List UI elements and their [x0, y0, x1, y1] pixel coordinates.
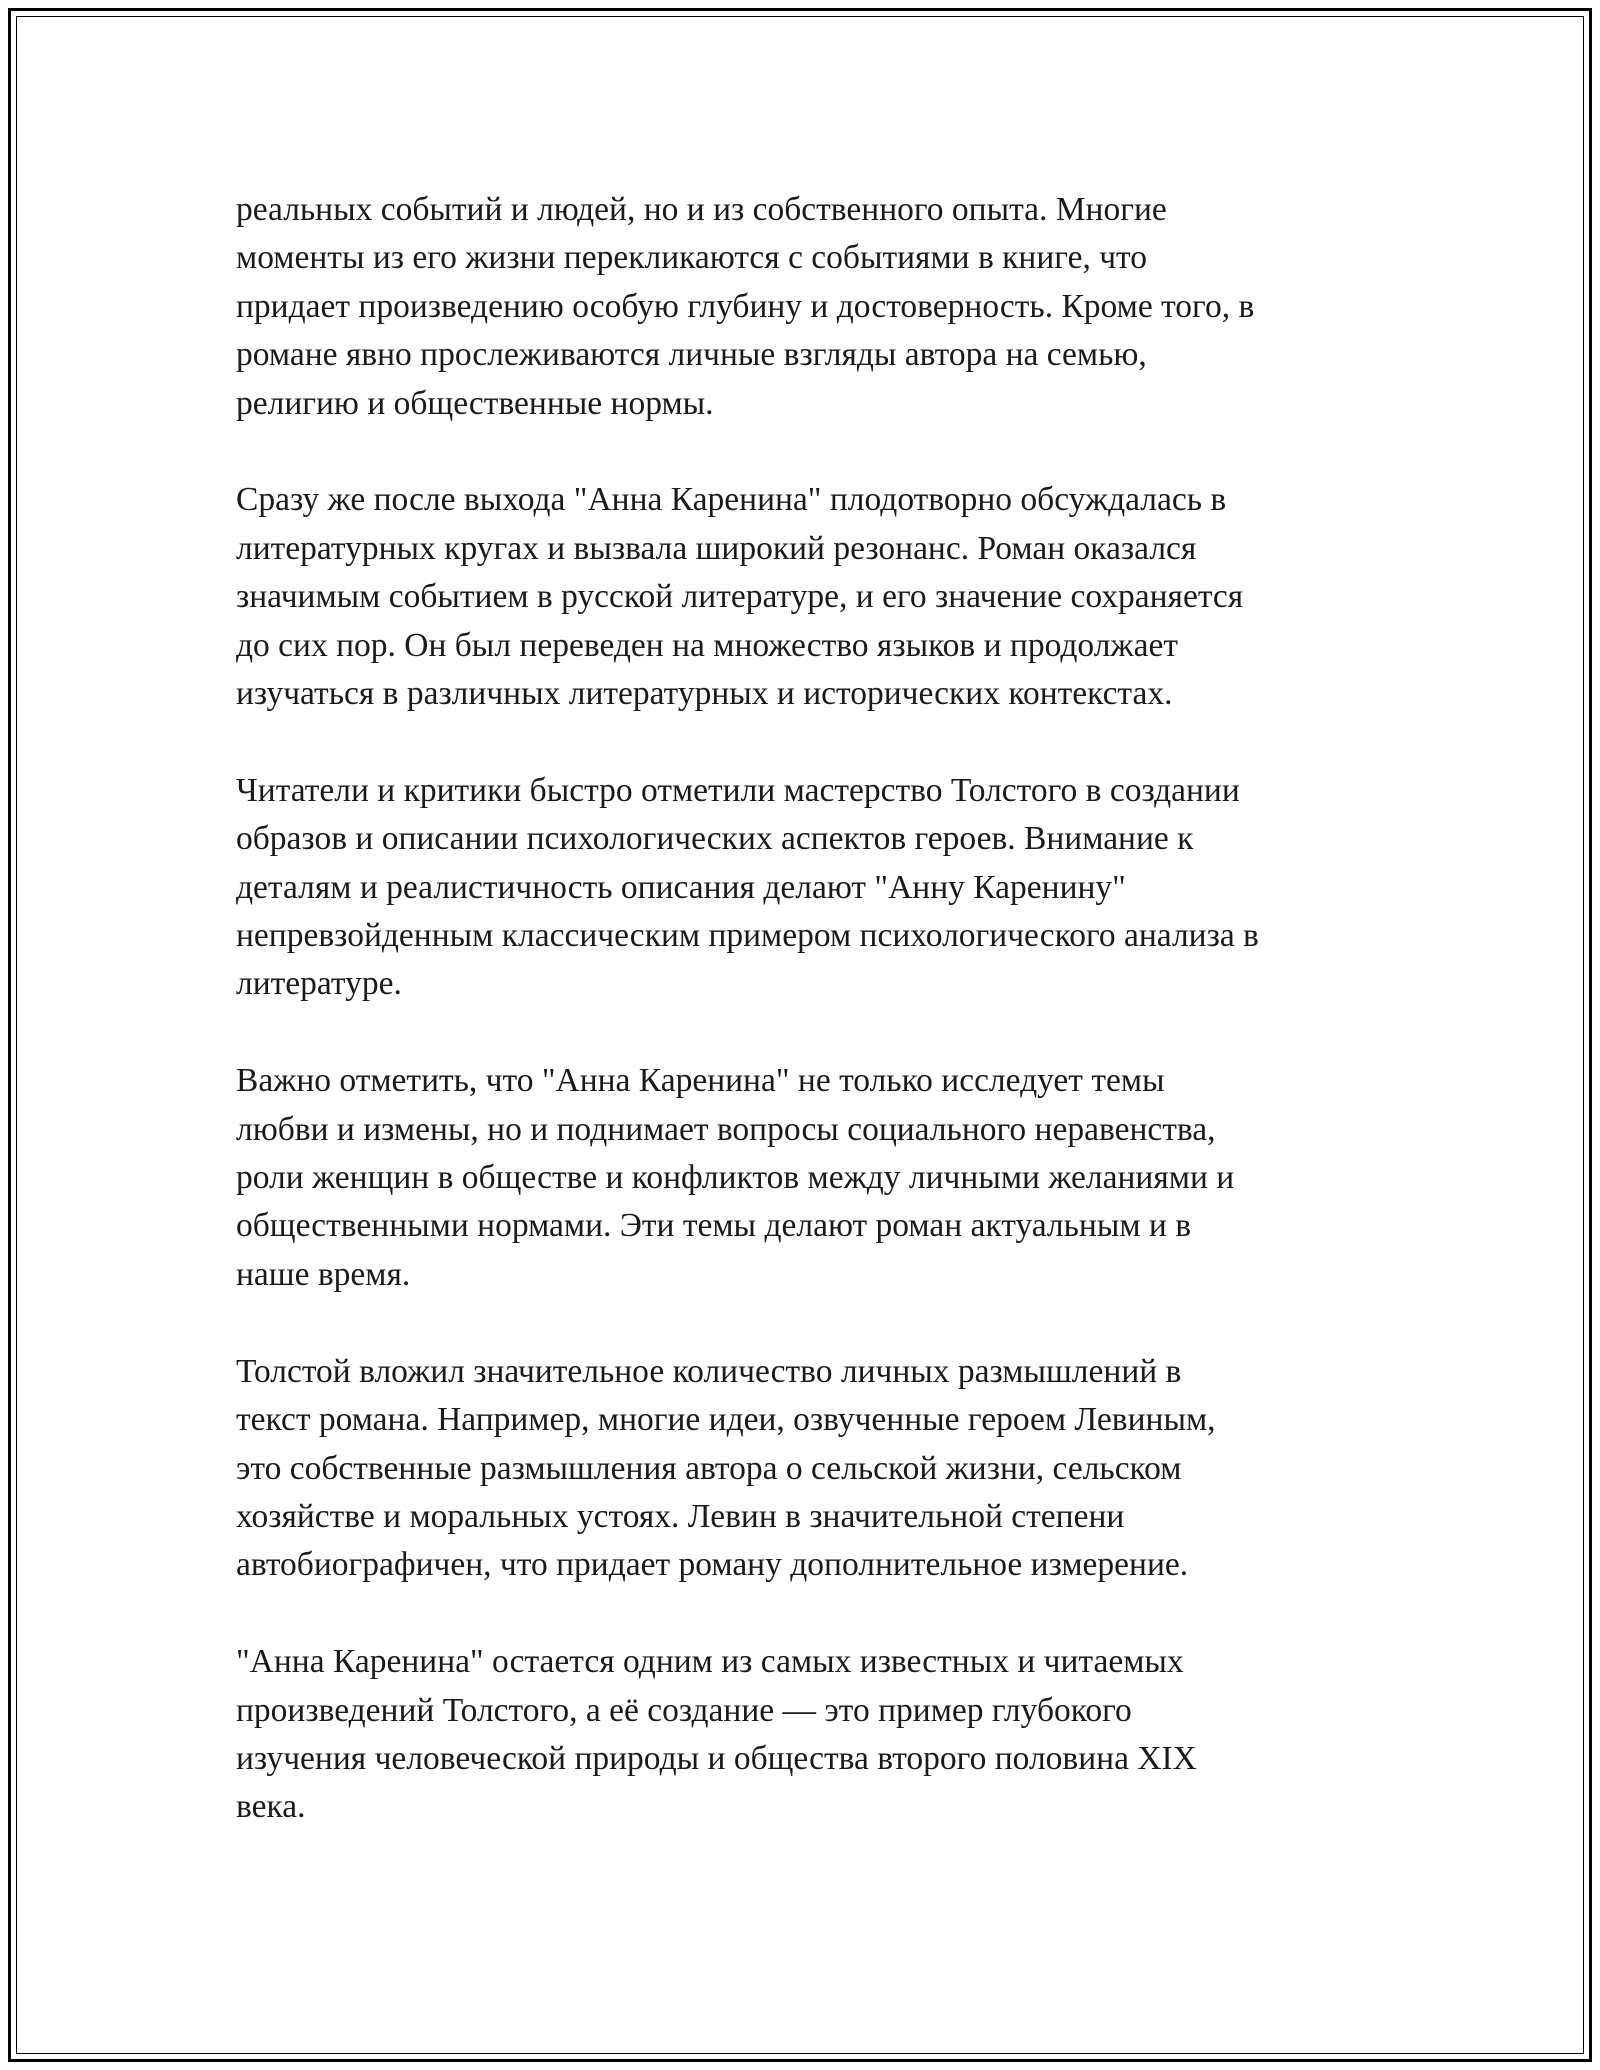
- paragraph-4: Важно отметить, что "Анна Каренина" не только исследует темы любви и измены, но и поднимает вопросы социального неравенства, роли женщин в обществе и конфликтов между личными желаниями и общественными нормами. Эти темы делают роман актуальным и в наше время.: [236, 1062, 1235, 1293]
- paragraph-3: Читатели и критики быстро отметили мастерство Толстого в создании образов и описании психологических аспектов героев. Внимание к деталям и реалистичность описания делают "Анну Каренину" непревзойденным классическим примером психологического анализа в литературе.: [236, 771, 1259, 1003]
- paragraph-1: реальных событий и людей, но и из собственного опыта. Многие моменты из его жизни перекликаются с событиями в книге, что придает произведению особую глубину и достоверность. Кроме того, в романе явно прослеживаются личные взгляды автора на семью, религию и общественные нормы.: [236, 191, 1255, 422]
- paragraph-2: Сразу же после выхода "Анна Каренина" плодотворно обсуждалась в литературных кругах и вызвала широкий резонанс. Роман оказался значимым событием в русской литературе, и его значение сохраняется до сих пор. Он был переведен на множество языков и продолжает изучаться в различных литературных и исторических контекстах.: [236, 481, 1244, 713]
- paragraph-5: Толстой вложил значительное количество личных размышлений в текст романа. Например, многие идеи, озвученные героем Левиным, это собственные размышления автора о сельской жизни, сельском хозяйстве и моральных устоях. Левин в значительной степени автобиографичен, что придает роману дополнительное измерение.: [236, 1352, 1216, 1584]
- paragraph-6: "Анна Каренина" остается одним из самых известных и читаемых произведений Толстого, а её создание — это пример глубокого изучения человеческой природы и общества второго половина XIX века.: [236, 1643, 1197, 1826]
- document-body: [236, 186, 1366, 1880]
